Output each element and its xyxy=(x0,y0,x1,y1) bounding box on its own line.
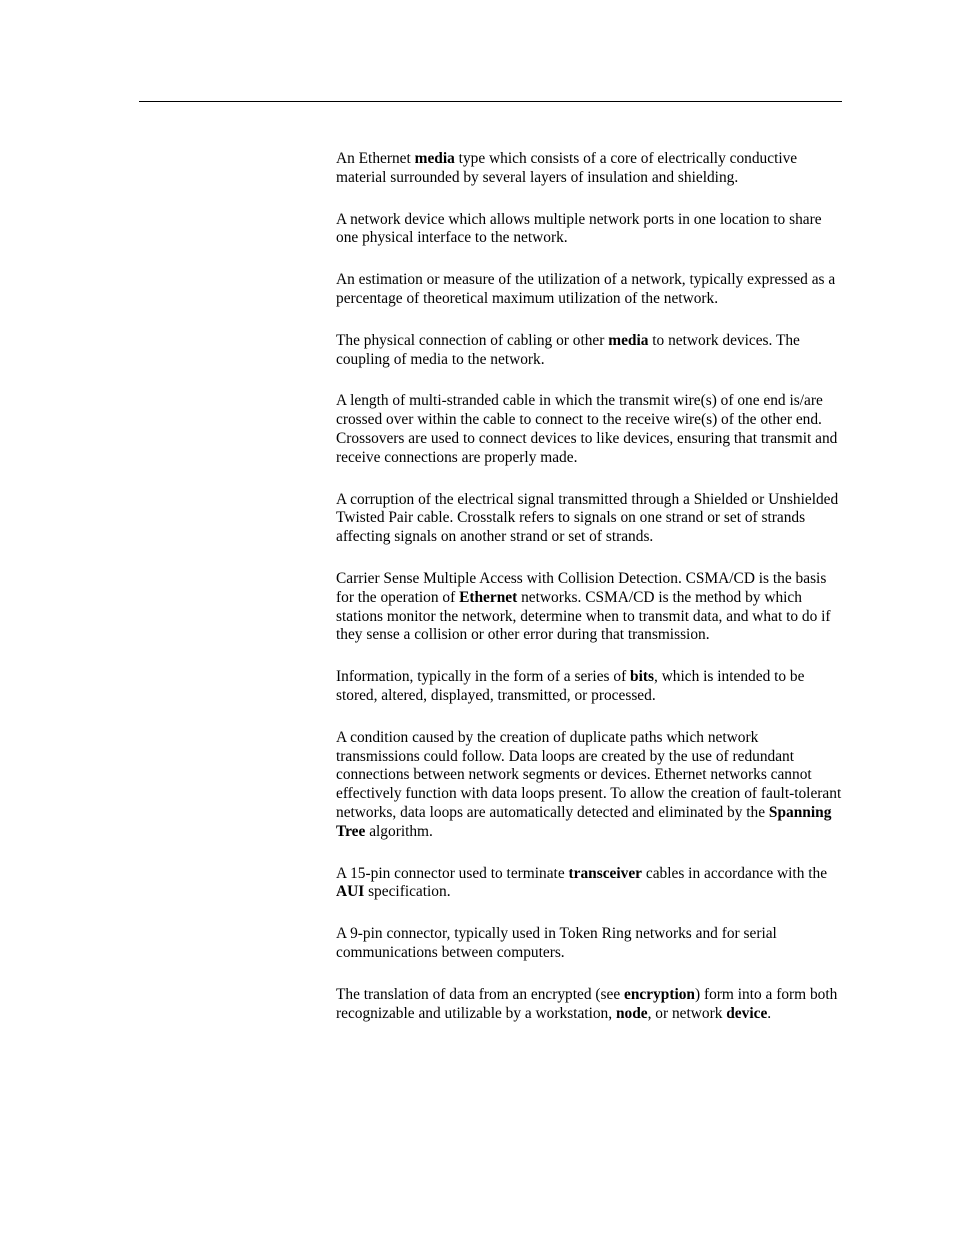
glossary-definitions xyxy=(336,150,842,1046)
glossary-term-reference: media xyxy=(414,150,455,167)
definition-text: A network device which allows multiple network ports in one location to share one physical interface to the network. xyxy=(336,210,822,247)
definition-text: specification. xyxy=(364,883,451,901)
glossary-definition xyxy=(336,211,842,249)
definition-text: algorithm. xyxy=(365,822,433,840)
definition-text: A 9-pin connector, typically used in Token Ring networks and for serial communications between computers. xyxy=(336,925,777,961)
glossary-definition xyxy=(336,271,842,309)
definition-text: A condition caused by the creation of duplicate paths which network transmissions could follow. Data loops are created by the use of redundant connections between network segments or devices. Ethernet networks cannot effectively function with data loops present. To allow the creation of fault-tolerant networks, data loops are automatically detected and eliminated by the xyxy=(336,728,842,821)
glossary-definition xyxy=(336,332,842,370)
glossary-term-reference: encryption xyxy=(624,985,695,1003)
glossary-term-reference: AUI xyxy=(336,883,365,901)
glossary-definition xyxy=(336,491,842,547)
header-rule xyxy=(139,101,842,102)
glossary-term-reference: node xyxy=(615,1004,648,1022)
definition-text: type which consists of a core of electrically conductive material surrounded by several layers of insulation and shielding. xyxy=(336,150,798,186)
definition-text: to network devices. The coupling of media to the network. xyxy=(336,331,800,368)
glossary-definition xyxy=(336,925,842,963)
definition-text: Carrier Sense Multiple Access with Collision Detection. CSMA/CD is the basis for the operation of xyxy=(336,569,827,606)
glossary-definition xyxy=(336,570,842,645)
definition-text: , which is intended to be stored, altered, displayed, transmitted, or processed. xyxy=(336,668,805,704)
glossary-term-reference: transceiver xyxy=(568,864,643,882)
glossary-definition xyxy=(336,392,842,467)
definition-text: An estimation or measure of the utilization of a network, typically expressed as a percentage of theoretical maximum utilization of the network. xyxy=(336,271,836,307)
definition-text: . xyxy=(767,1004,772,1022)
glossary-definition xyxy=(336,986,842,1024)
glossary-definition xyxy=(336,150,842,188)
definition-text: The physical connection of cabling or other xyxy=(336,331,609,349)
glossary-term-reference: Spanning Tree xyxy=(336,803,832,840)
definition-text: A length of multi-stranded cable in which the transmit wire(s) of one end is/are crossed over within the cable to connect to the receive wire(s) of the other end. Crossovers are used to connect devices to like devices, ensuring that transmit and receive connections are properly made. xyxy=(336,392,838,466)
glossary-definition xyxy=(336,729,842,842)
definition-text: ) form into a form both recognizable and utilizable by a workstation, xyxy=(336,985,838,1022)
definition-text: A 15-pin connector used to terminate xyxy=(336,864,569,882)
glossary-definition xyxy=(336,668,842,706)
glossary-term-reference: bits xyxy=(630,668,654,686)
definition-text: Information, typically in the form of a series of xyxy=(336,668,631,686)
definition-text: The translation of data from an encrypted (see xyxy=(336,985,625,1003)
definition-text: cables in accordance with the xyxy=(642,864,828,882)
definition-text: networks. CSMA/CD is the method by which stations monitor the network, determine when to transmit data, and what to do if they sense a collision or other error during that transmission. xyxy=(336,588,831,644)
glossary-term-reference: media xyxy=(608,331,649,349)
definition-text: A corruption of the electrical signal transmitted through a Shielded or Unshielded Twisted Pair cable. Crosstalk refers to signals on one strand or set of strands affecting signals on another strand or set of strands. xyxy=(336,490,839,546)
definition-text: , or network xyxy=(647,1004,727,1022)
glossary-term-reference: device xyxy=(726,1004,768,1022)
glossary-definition xyxy=(336,865,842,903)
glossary-term-reference: Ethernet xyxy=(459,588,518,606)
definition-text: An Ethernet xyxy=(336,150,415,167)
